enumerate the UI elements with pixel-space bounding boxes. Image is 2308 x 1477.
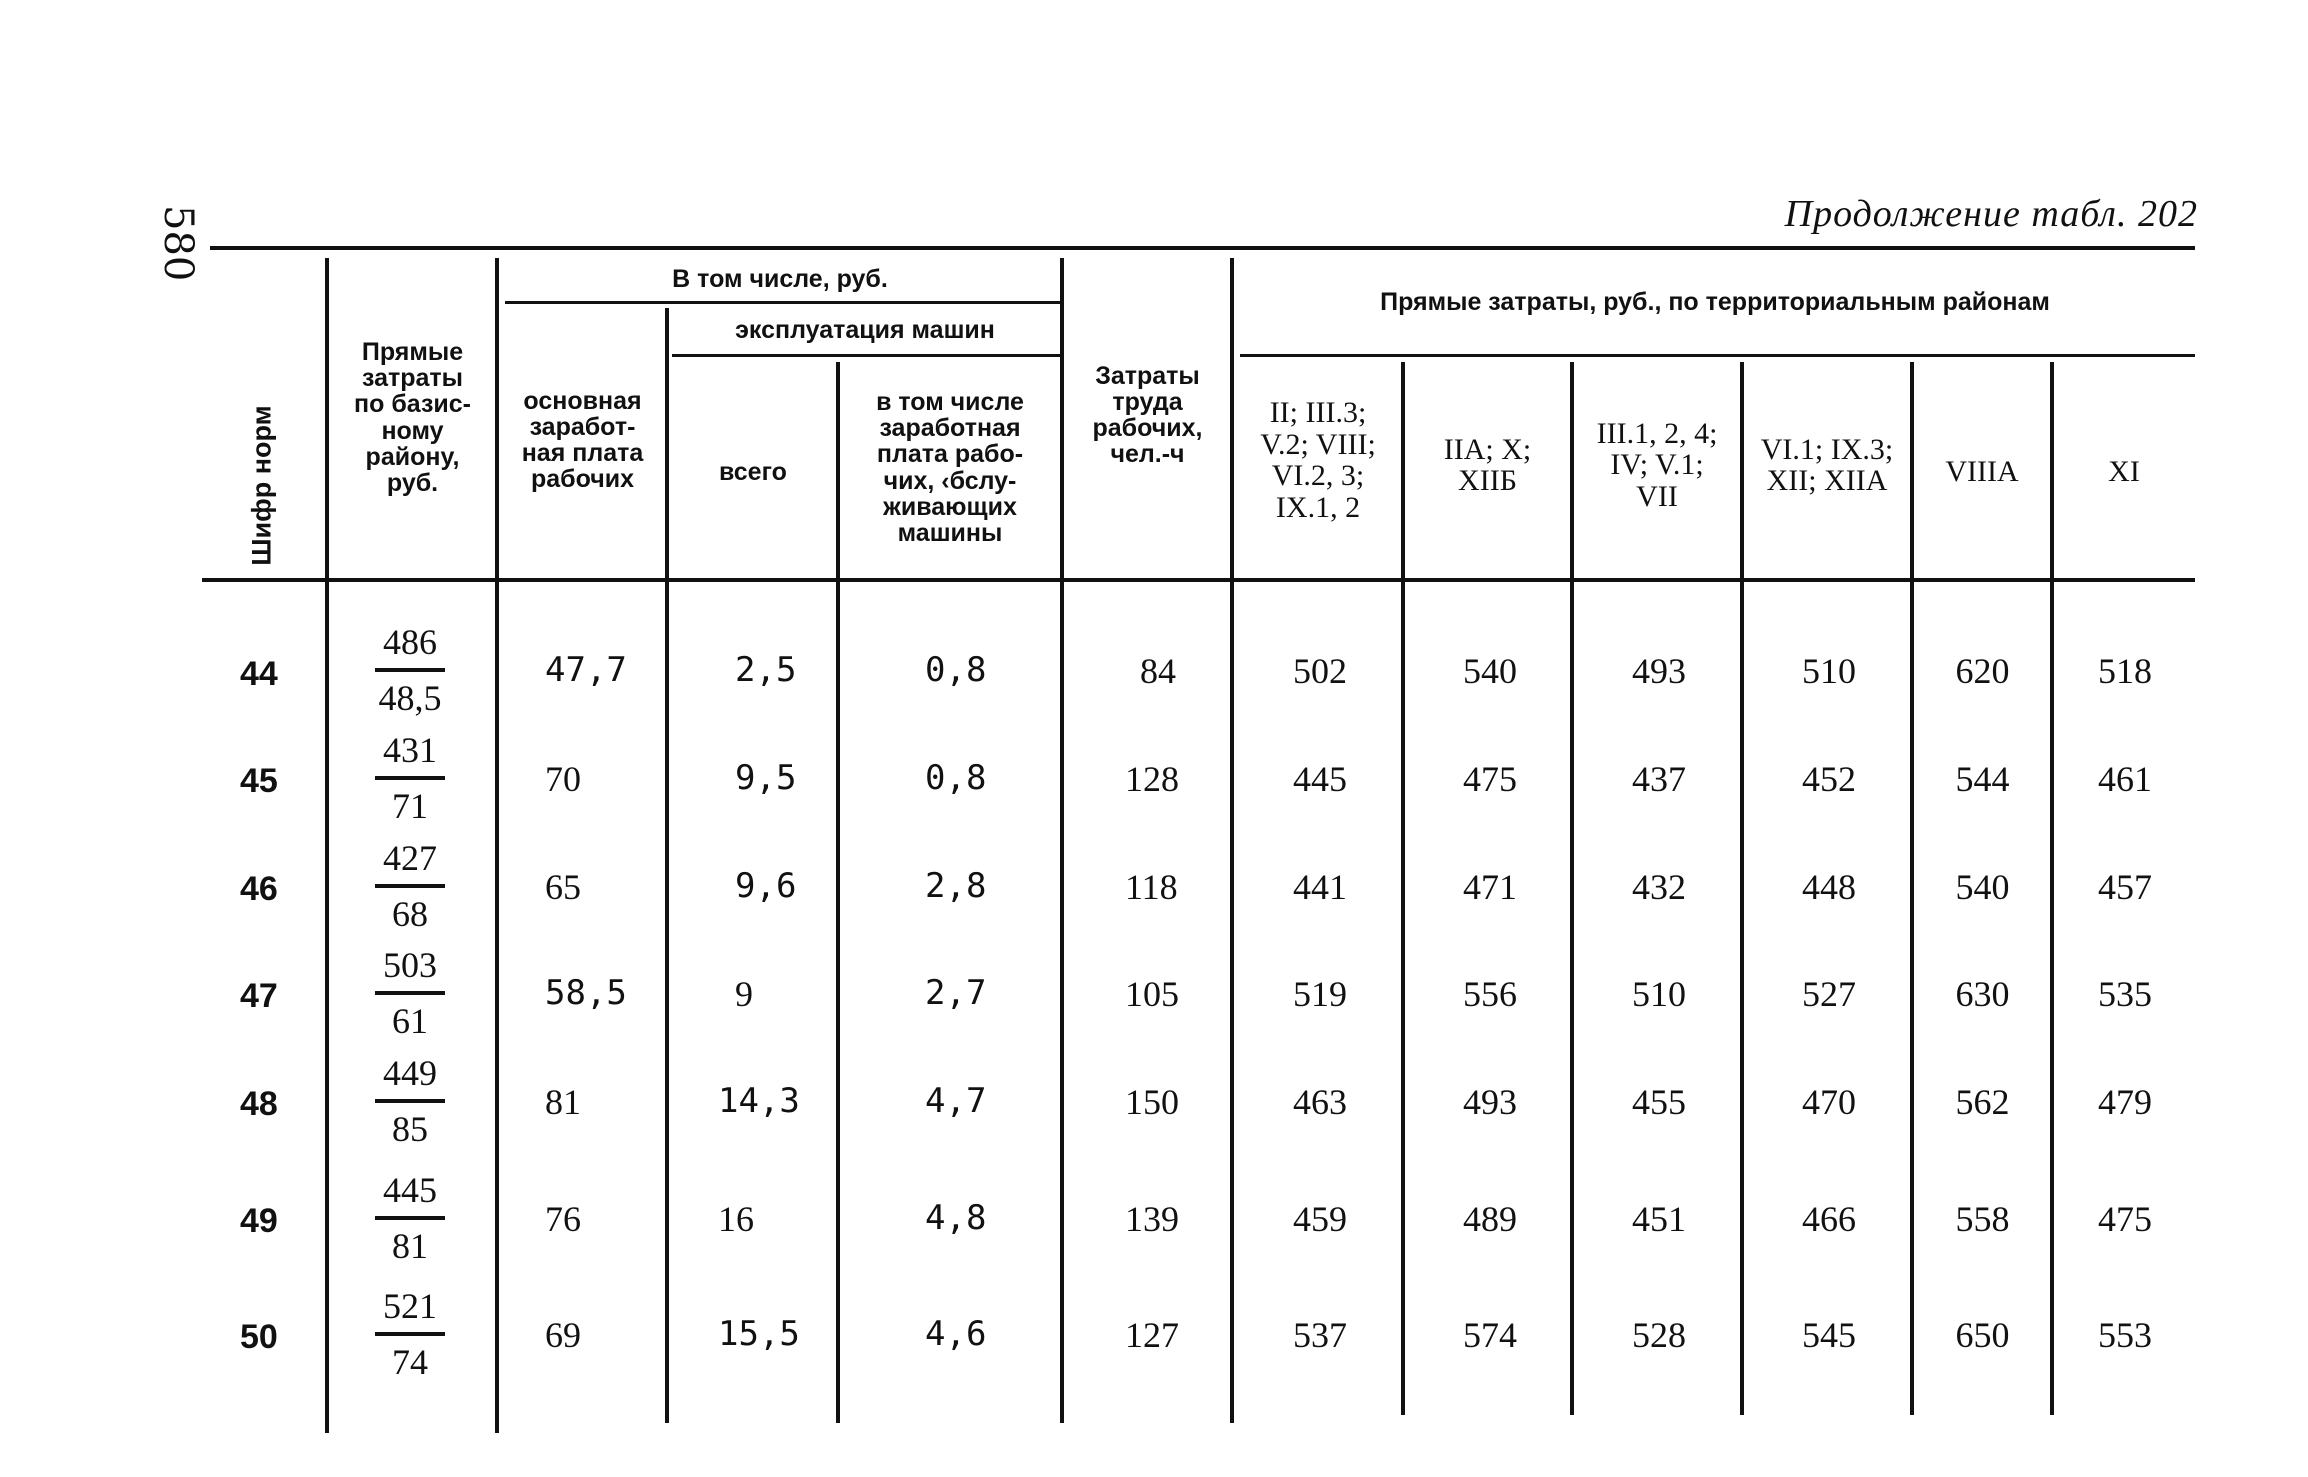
- labor-hours: 150: [1125, 1082, 1179, 1122]
- region-value: 502: [1293, 651, 1347, 691]
- machine-total: 16: [718, 1199, 754, 1239]
- region-value: 470: [1802, 1082, 1856, 1122]
- region-value: 562: [1955, 1082, 2010, 1122]
- region-value: 540: [1955, 867, 2010, 907]
- region-value: 540: [1463, 651, 1517, 691]
- region-value: 553: [2098, 1315, 2152, 1355]
- header-incl-group: В том числе, руб.: [672, 264, 888, 293]
- labor-hours: 118: [1125, 867, 1178, 907]
- region-value: 519: [1293, 974, 1347, 1014]
- column-divider: [2050, 362, 2054, 1415]
- column-divider: [1910, 362, 1914, 1415]
- header-machine-wage: в том числе заработная плата рабо- чих, ‹бслу- живающих машины: [876, 387, 1024, 547]
- labor-hours: 139: [1125, 1199, 1179, 1239]
- regions-group-rule: [1240, 354, 2195, 357]
- base-wage: 58,5: [545, 973, 627, 1013]
- region-value: 620: [1955, 651, 2010, 691]
- region-value: 475: [2098, 1199, 2152, 1239]
- fraction-bar: [375, 1099, 445, 1103]
- fraction-denominator: 61: [392, 1001, 428, 1041]
- direct-base-fraction: [365, 1051, 455, 1151]
- region-value: 556: [1463, 974, 1517, 1014]
- direct-base-fraction: [365, 1284, 455, 1384]
- header-region-3: III.1, 2, 4; IV; V.1; VII: [1596, 416, 1718, 513]
- fraction-numerator: 445: [383, 1170, 437, 1210]
- labor-hours: 105: [1125, 974, 1179, 1014]
- base-wage: 69: [545, 1315, 581, 1355]
- header-direct-base: Прямые затраты по базис- ному району, руб.: [354, 337, 471, 497]
- region-value: 459: [1293, 1199, 1347, 1239]
- row-code: 46: [240, 870, 278, 908]
- region-value: 466: [1802, 1199, 1856, 1239]
- fraction-numerator: 486: [383, 622, 437, 662]
- region-value: 574: [1463, 1315, 1517, 1355]
- page-number: 580: [155, 205, 201, 282]
- region-value: 461: [2098, 759, 2152, 799]
- fraction-denominator: 48,5: [378, 678, 442, 718]
- machine-total: 9: [735, 974, 753, 1014]
- region-value: 510: [1632, 974, 1686, 1014]
- base-wage: 81: [545, 1082, 581, 1122]
- region-value: 544: [1955, 759, 2010, 799]
- fraction-bar: [375, 668, 445, 672]
- column-divider: [1230, 258, 1234, 1423]
- region-value: 463: [1293, 1082, 1347, 1122]
- region-value: 558: [1955, 1199, 2010, 1239]
- region-value: 479: [2098, 1082, 2152, 1122]
- column-divider: [325, 258, 329, 1433]
- region-value: 630: [1955, 974, 2010, 1014]
- direct-base-fraction: [365, 1168, 455, 1268]
- header-base-wage: основная заработ- ная плата рабочих: [521, 386, 644, 494]
- machine-total: 9,6: [735, 866, 797, 906]
- base-wage: 70: [545, 759, 581, 799]
- fraction-denominator: 71: [392, 786, 428, 826]
- region-value: 448: [1802, 867, 1856, 907]
- machine-total: 2,5: [735, 650, 797, 690]
- base-wage: 76: [545, 1199, 581, 1239]
- base-wage: 47,7: [545, 650, 627, 690]
- machine-total: 9,5: [735, 758, 797, 798]
- region-value: 489: [1463, 1199, 1517, 1239]
- region-value: 452: [1802, 759, 1856, 799]
- direct-base-fraction: [365, 836, 455, 936]
- labor-hours: 127: [1125, 1315, 1179, 1355]
- base-wage: 65: [545, 867, 581, 907]
- incl-group-rule: [505, 301, 1060, 304]
- header-region-1: II; III.3; V.2; VIII; VI.2, 3; IX.1, 2: [1260, 396, 1376, 524]
- machine-wage: 0,8: [925, 758, 987, 798]
- direct-base-fraction: [365, 620, 455, 720]
- machine-wage: 0,8: [925, 650, 987, 690]
- row-code: 47: [240, 977, 278, 1015]
- machine-wage: 2,8: [925, 866, 987, 906]
- machine-total: 15,5: [718, 1314, 800, 1354]
- header-region-5: VIIIA: [1945, 455, 2019, 489]
- row-code: 48: [240, 1085, 278, 1123]
- region-value: 445: [1293, 759, 1347, 799]
- table-top-rule: [210, 246, 2195, 250]
- column-divider: [495, 258, 499, 1433]
- header-machine-total: всего: [719, 457, 787, 486]
- machine-total: 14,3: [718, 1081, 800, 1121]
- fraction-numerator: 427: [383, 838, 437, 878]
- table-continuation-caption: Продолжение табл. 202: [1784, 193, 2198, 235]
- machine-wage: 4,7: [925, 1081, 987, 1121]
- region-value: 493: [1463, 1082, 1517, 1122]
- region-value: 437: [1632, 759, 1686, 799]
- fraction-numerator: 449: [383, 1053, 437, 1093]
- header-bottom-rule: [202, 578, 2195, 582]
- header-labor: Затраты труда рабочих, чел.-ч: [1092, 361, 1203, 469]
- direct-base-fraction: [365, 728, 455, 828]
- fraction-bar: [375, 1332, 445, 1336]
- header-shifr: Шифр норм: [246, 404, 277, 566]
- fraction-bar: [375, 991, 445, 995]
- machine-wage: 4,8: [925, 1198, 987, 1238]
- region-value: 455: [1632, 1082, 1686, 1122]
- region-value: 650: [1955, 1315, 2010, 1355]
- header-machine-group: эксплуатация машин: [735, 315, 995, 344]
- fraction-denominator: 81: [392, 1226, 428, 1266]
- fraction-denominator: 68: [392, 894, 428, 934]
- header-region-4: VI.1; IX.3; XII; XIIA: [1760, 432, 1894, 497]
- region-value: 451: [1632, 1199, 1686, 1239]
- fraction-numerator: 431: [383, 730, 437, 770]
- region-value: 432: [1632, 867, 1686, 907]
- fraction-denominator: 74: [392, 1342, 428, 1382]
- header-region-2: IIA; X; XIIБ: [1443, 432, 1532, 497]
- column-divider: [1570, 362, 1574, 1415]
- region-value: 493: [1632, 651, 1686, 691]
- labor-hours: 84: [1140, 651, 1176, 691]
- header-region-6: XI: [2108, 455, 2140, 489]
- fraction-denominator: 85: [392, 1109, 428, 1149]
- region-value: 527: [1802, 974, 1856, 1014]
- fraction-bar: [375, 776, 445, 780]
- region-value: 545: [1802, 1315, 1856, 1355]
- row-code: 49: [240, 1202, 278, 1240]
- machine-wage: 4,6: [925, 1314, 987, 1354]
- machine-wage: 2,7: [925, 973, 987, 1013]
- row-code: 44: [240, 655, 278, 693]
- region-value: 537: [1293, 1315, 1347, 1355]
- column-divider: [1740, 362, 1744, 1415]
- region-value: 471: [1463, 867, 1517, 907]
- fraction-numerator: 503: [383, 945, 437, 985]
- region-value: 510: [1802, 651, 1856, 691]
- column-divider: [665, 308, 669, 1423]
- fraction-numerator: 521: [383, 1286, 437, 1326]
- region-value: 518: [2098, 651, 2152, 691]
- region-value: 475: [1463, 759, 1517, 799]
- region-value: 528: [1632, 1315, 1686, 1355]
- header-regions-group: Прямые затраты, руб., по территориальным районам: [1380, 287, 2050, 316]
- machine-group-rule: [672, 354, 1060, 357]
- labor-hours: 128: [1125, 759, 1179, 799]
- fraction-bar: [375, 1216, 445, 1220]
- region-value: 457: [2098, 867, 2152, 907]
- region-value: 441: [1293, 867, 1347, 907]
- row-code: 50: [240, 1318, 278, 1356]
- column-divider: [1060, 258, 1064, 1423]
- direct-base-fraction: [365, 943, 455, 1043]
- region-value: 535: [2098, 974, 2152, 1014]
- row-code: 45: [240, 762, 278, 800]
- fraction-bar: [375, 884, 445, 888]
- column-divider: [1401, 362, 1405, 1415]
